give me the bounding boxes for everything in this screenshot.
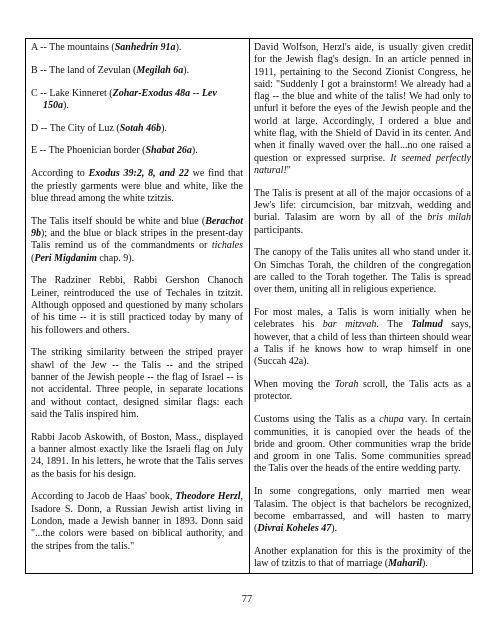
paragraph-askowith: Rabbi Jacob Askowith, of Boston, Mass., displayed a banner almost exactly like the Israeli flag on July 24, 1891. In his letters, he wrote that the Talis serves as the basis for his design. (31, 431, 243, 480)
right-column (254, 42, 471, 581)
paragraph-married-men: In some congregations, only married men wear Talasim. The object is that bachelors be recognized, become embarrassed, and will hasten to marry (Divrai Koheles 47). (254, 486, 471, 535)
paragraph-de-haas: According to Jacob de Haas' book, Theodore Herzl, Isadore S. Donn, a Russian Jewish artist living in London, made a Jewish banner in 1893. Donn said "...the colors were based on biblical authority, and the stripes from the talis." (31, 491, 244, 552)
paragraph-radziner-rebbi: The Radziner Rebbi, Rabbi Gershon Chanoch Leiner, reintroduced the use of Techales in tzitzit. Although opposed and questioned by many scholars of his time -- it is still practiced today by many of his followers and others. (31, 275, 243, 336)
paragraph-wolfson: David Wolfson, Herzl's aide, is usually given credit for the Jewish flag's design. In an article penned in 1911, pertaining to the Second Zionist Congress, he said: "Suddenly I got a brainstorm! We already had a flag -- the blue and white of the talis! We had only to unfurl it before the eyes of the Jewish people and the world at large. Accordingly, I ordered a blue and white flag, with the Shield of David in its center. And when it finally waved over the hall...no one raised a question or expressed surprise. It seemed perfectly natural!" (254, 42, 471, 176)
paragraph-flag-similarity: The striking similarity between the striped prayer shawl of the Jew -- the Talis -- and the striped banner of the Jewish people -- the flag of Israel -- is not accidental. Three people, in separate locations and without contact, designed similar flags: each said the Talis inspired him. (31, 347, 243, 420)
source-item-b: B -- The land of Zevulan (Megilah 6a). (31, 64, 190, 76)
paragraph-exodus: According to Exodus 39:2, 8, and 22 we find that the priestly garments were blue and white, like the blue thread among the white tzitzis. (31, 168, 243, 204)
left-column (31, 42, 243, 563)
paragraph-bar-mitzvah: For most males, a Talis is worn initially when he celebrates his bar mitzvah. The Talmud says, however, that a child of less than thirteen should wear a Talis if he knows how to wrap himself in one (Succah 42a). (254, 307, 471, 368)
paragraph-talis-white-blue: The Talis itself should be white and blue (Berachot 9b); and the blue or black stripes in the present-day Talis remind us of the commandments or tichales (Peri Migdanim chap. 9). (31, 215, 243, 264)
paragraph-torah-scroll: When moving the Torah scroll, the Talis acts as a protector. (254, 379, 471, 403)
source-item-d: D -- The City of Luz (Sotah 46b). (31, 122, 167, 134)
source-item-c: C -- Lake Kinneret (Zohar-Exodus 48a -- Lev 150a). (31, 87, 217, 111)
paragraph-canopy: The canopy of the Talis unites all who stand under it. On Simchas Torah, the children of the congregation are called to the Torah together. The Talis is spread over them, uniting all in religious experience. (254, 247, 471, 296)
source-item-e: E -- The Phoenician border (Shabat 26a). (31, 145, 198, 157)
paragraph-life-occasions: The Talis is present at all of the major occasions of a Jew's life: circumcision, bar mitzvah, wedding and burial. Talasim are worn by all of the bris milah participants. (254, 187, 471, 236)
paragraph-chupa: Customs using the Talis as a chupa vary. In certain communities, it is canopied over the heads of the bride and groom. Other communities wrap the bride and groom in one Talis. Some communities spread the Talis over the heads of the entire wedding party. (254, 414, 471, 475)
source-item-a: A -- The mountains (Sanhedrin 91a). (31, 42, 182, 53)
paragraph-proximity-law: Another explanation for this is the proximity of the law of tzitzis to that of marriage (Maharil). (254, 545, 471, 570)
page-number: 77 (241, 594, 253, 605)
column-divider (249, 38, 250, 574)
